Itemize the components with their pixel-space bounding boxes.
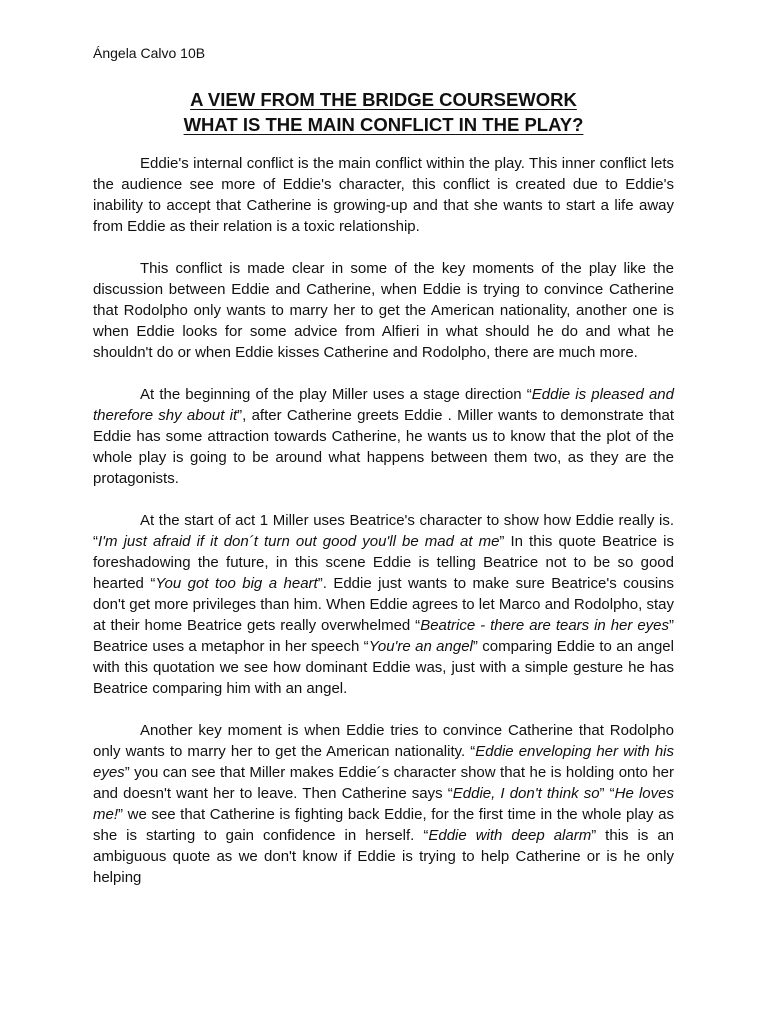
title-line-2: WHAT IS THE MAIN CONFLICT IN THE PLAY? [183, 114, 584, 135]
paragraph-5-text-3: ” “ [599, 785, 615, 802]
paragraph-3-text-1: At the beginning of the play Miller uses a stage direction “ [140, 386, 532, 403]
paragraph-1: Eddie's internal conflict is the main conflict within the play. This inner conflict lets the audience see more of Eddie's character, this conflict is created due to Eddie's inability to accept that Catherine is growing-up and that she wants to start a life away from Eddie as their relation is a toxic relationship. [93, 155, 674, 235]
paragraph-4 [93, 510, 674, 699]
paragraph-4-text-5: ” comparing Eddie to an angel with this quotation we see how dominant Eddie was, just with a simple gesture he has Beatrice comparing him with an angel. [93, 638, 674, 697]
author-line: Ángela Calvo 10B [93, 45, 206, 61]
paragraph-4-text-3: ”. Eddie just wants to make sure Beatrice's cousins don't get more privileges than him. When Eddie agrees to let Marco and Rodolpho, stay at their home Beatrice gets really overwhelmed “ [93, 575, 675, 634]
paragraph-5-text-1: Another key moment is when Eddie tries to convince Catherine that Rodolpho only wants to marry her to get the American nationality. “ [93, 722, 674, 760]
paragraph-5-quote-4: Eddie with deep alarm [428, 827, 592, 844]
paragraph-2: This conflict is made clear in some of the key moments of the play like the discussion between Eddie and Catherine, when Eddie is trying to convince Catherine that Rodolpho only wants to marry her to get the American nationality, another one is when Eddie looks for some advice from Alfieri in what should he do and what he shouldn't do or when Eddie kisses Catherine and Rodolpho, there are much more. [93, 260, 674, 361]
paragraph-4-quote-2: You got too big a heart [155, 575, 318, 592]
paragraph-4-quote-1: I'm just afraid if it don´t turn out good you'll be mad at me [98, 533, 500, 550]
paragraph-5 [93, 720, 674, 888]
paragraph-4-text-1: At the start of act 1 Miller uses Beatrice's character to show how Eddie really is. “ [93, 512, 674, 550]
paragraph-5-quote-3: He loves me! [93, 785, 674, 823]
paragraph-5-quote-1: Eddie enveloping her with his eyes [93, 743, 675, 781]
paragraph-4-quote-3: Beatrice - there are tears in her eyes [420, 617, 670, 634]
paragraph-5-text-5: ” this is an ambiguous quote as we don't know if Eddie is trying to help Catherine or is he only helping [93, 827, 674, 886]
paragraph-4-text-2: ” In this quote Beatrice is foreshadowing the future, in this scene Eddie is telling Beatrice not to be so good hearted “ [93, 533, 674, 592]
paragraph-3 [93, 384, 674, 489]
paragraph-5-quote-2: Eddie, I don't think so [452, 785, 600, 802]
paragraph-4-text-4: ” Beatrice uses a metaphor in her speech “ [93, 617, 675, 655]
paragraph-5-text-4: ” we see that Catherine is fighting back Eddie, for the first time in the whole play as she is starting to gain confidence in herself. “ [93, 806, 674, 844]
paragraph-3-text-2: ”, after Catherine greets Eddie . Miller wants to demonstrate that Eddie has some attraction towards Catherine, he wants us to know that the plot of the whole play is going to be around what happens between them two, as they are the protagonists. [93, 407, 674, 487]
paragraph-4-quote-4: You're an angel [368, 638, 473, 655]
title-line-1: A VIEW FROM THE BRIDGE COURSEWORK [190, 89, 577, 110]
paragraph-3-quote-1: Eddie is pleased and therefore shy about it [93, 386, 674, 424]
paragraph-5-text-2: ” you can see that Miller makes Eddie´s character show that he is holding onto her and doesn't want her to leave. Then Catherine says “ [93, 764, 674, 802]
